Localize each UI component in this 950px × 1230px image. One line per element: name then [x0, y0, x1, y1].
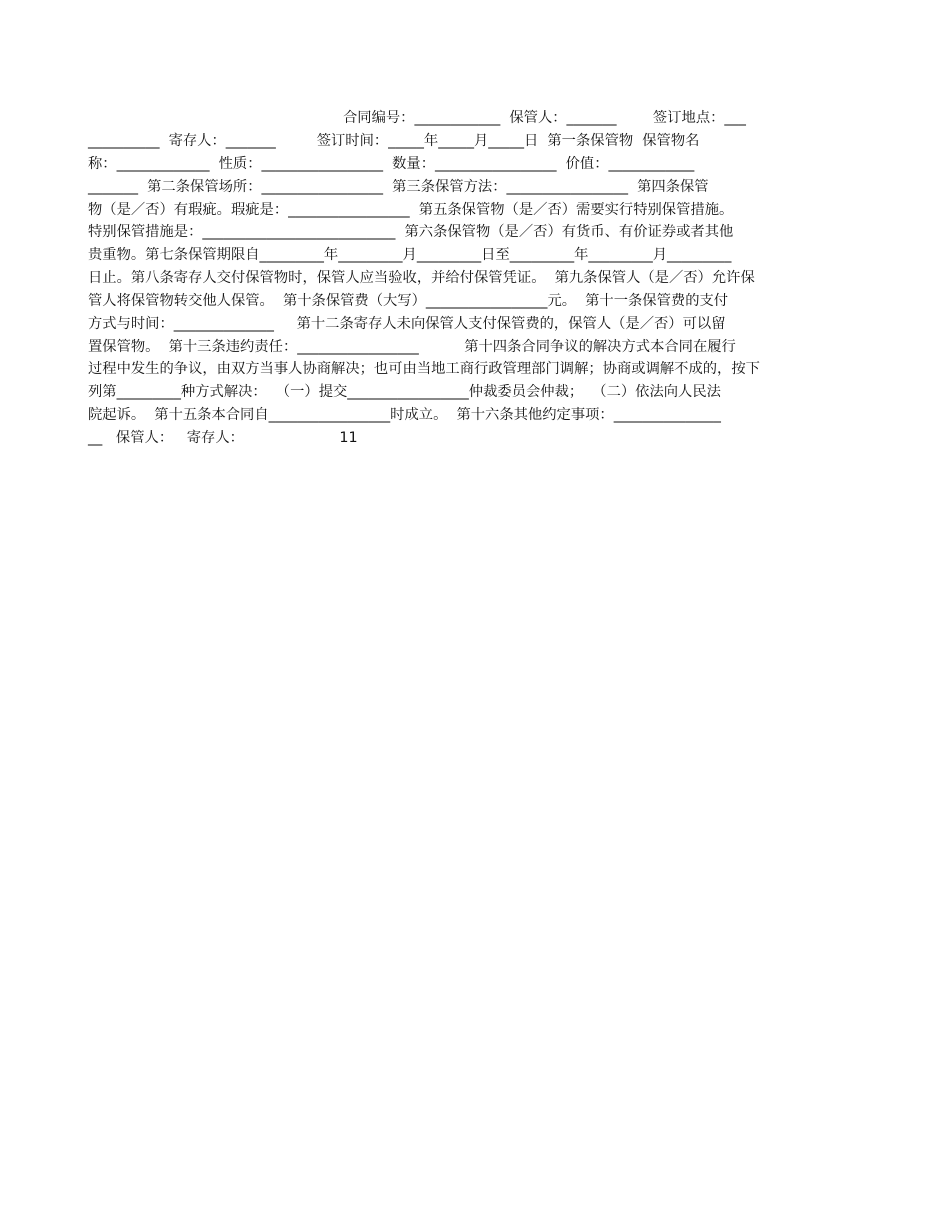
text-line-13: 列第_________种方式解决： （一）提交_________________仲裁委员会仲裁； （二）依法向人民法 [88, 384, 721, 400]
text-line-4: _______ 第二条保管场所：_________________ 第三条保管方法：_________________ 第四条保管 [88, 179, 709, 195]
text-line-5: 物（是／否）有瑕疵。瑕疵是：_________________ 第五条保管物（是／否）需要实行特别保管措施。 [88, 202, 734, 218]
text-line-8: 日止。第八条寄存人交付保管物时，保管人应当验收，并给付保管凭证。 第九条保管人（是／否）允许保 [88, 270, 755, 286]
text-line-12: 过程中发生的争议，由双方当事人协商解决；也可由当地工商行政管理部门调解；协商或调解不成的，按下 [88, 361, 760, 377]
text-line-9: 管人将保管物转交他人保管。 第十条保管费（大写）_________________元。 第十一条保管费的支付 [88, 293, 729, 309]
text-line-2: __________ 寄存人：_______ 签订时间：_____年_____月_____日 第一条保管物 保管物名 [88, 133, 700, 149]
text-line-6: 特别保管措施是：___________________________ 第六条保管物（是／否）有货币、有价证券或者其他 [88, 224, 734, 240]
text-line-15: __ 保管人： 寄存人： 11 [88, 430, 358, 446]
text-line-7: 贵重物。第七条保管期限自_________年_________月_________日至_________年_________月_________ [88, 247, 732, 263]
text-line-10: 方式与时间：______________ 第十二条寄存人未向保管人支付保管费的，保管人（是／否）可以留 [88, 316, 726, 332]
text-line-14: 院起诉。 第十五条本合同自_________________时成立。 第十六条其他约定事项：_______________ [88, 407, 721, 423]
text-line-1: 合同编号：____________ 保管人：_______ 签订地点：___ [343, 110, 746, 126]
text-line-11: 置保管物。 第十三条违约责任：_________________ 第十四条合同争议的解决方式本合同在履行 [88, 339, 736, 355]
text-line-3: 称：_____________ 性质：_________________ 数量：_________________ 价值：____________ [88, 156, 695, 172]
